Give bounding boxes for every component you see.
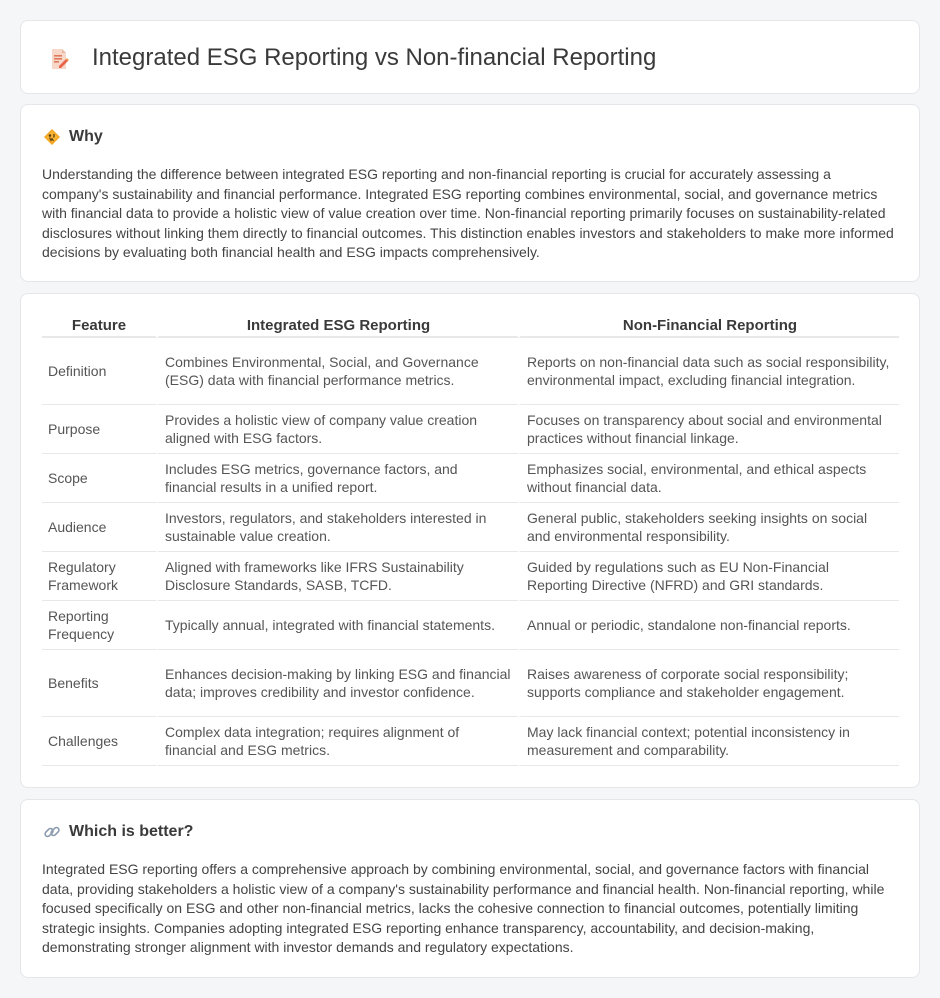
table-row: [42, 717, 899, 766]
row-nonfinancial: Emphasizes social, environmental, and ethical aspects without financial data.: [518, 454, 899, 503]
row-integrated: Aligned with frameworks like IFRS Sustainability Disclosure Standards, SASB, TCFD.: [156, 552, 518, 601]
table-row: [42, 454, 899, 503]
row-integrated: Provides a holistic view of company value creation aligned with ESG factors.: [156, 405, 518, 454]
table-row: [42, 601, 899, 650]
warning-sign-icon: [43, 128, 61, 146]
table-row: [42, 552, 899, 601]
page-title: Integrated ESG Reporting vs Non-financial Reporting: [92, 44, 657, 71]
comparison-table-card: [20, 293, 920, 788]
better-title: Which is better?: [69, 823, 194, 840]
row-nonfinancial: May lack financial context; potential inconsistency in measurement and comparability.: [518, 717, 899, 766]
row-nonfinancial: General public, stakeholders seeking insights on social and environmental responsibility.: [518, 503, 899, 552]
row-integrated: Typically annual, integrated with financial statements.: [156, 601, 518, 650]
row-feature: Regulatory Framework: [42, 552, 156, 601]
why-title: Why: [69, 128, 103, 145]
header-card: [20, 20, 920, 94]
row-integrated: Complex data integration; requires alignment of financial and ESG metrics.: [156, 717, 518, 766]
header-nonfinancial: Non-Financial Reporting: [518, 314, 899, 338]
comparison-table: [42, 314, 899, 766]
table-row: [42, 503, 899, 552]
row-nonfinancial: Raises awareness of corporate social responsibility; supports compliance and stakeholder engagement.: [518, 650, 899, 717]
row-nonfinancial: Focuses on transparency about social and environmental practices without financial linkage.: [518, 405, 899, 454]
header-integrated: Integrated ESG Reporting: [156, 314, 518, 338]
table-row: [42, 405, 899, 454]
header-feature: Feature: [42, 314, 156, 338]
which-better-section: [20, 799, 920, 978]
row-feature: Definition: [42, 338, 156, 405]
row-feature: Challenges: [42, 717, 156, 766]
document-edit-icon: [47, 47, 71, 71]
row-integrated: Combines Environmental, Social, and Governance (ESG) data with financial performance metrics.: [156, 338, 518, 405]
row-feature: Purpose: [42, 405, 156, 454]
table-header-row: [42, 314, 899, 338]
why-heading: [43, 127, 103, 147]
table-row: [42, 650, 899, 717]
link-icon: [43, 823, 61, 841]
why-section: [20, 104, 920, 282]
better-text: Integrated ESG reporting offers a comprehensive approach by combining environmental, social, and governance factors with financial data, providing stakeholders a holistic view of a company's sustainability performance and financial health. Non-financial reporting, while focused specifically on ESG and other non-financial metrics, lacks the cohesive connection to financial outcomes, potentially limiting strategic insights. Companies adopting integrated ESG reporting enhance transparency, accountability, and decision-making, demonstrating stronger alignment with investor demands and regulatory expectations.: [42, 861, 885, 956]
better-heading: [43, 822, 193, 842]
row-integrated: Enhances decision-making by linking ESG and financial data; improves credibility and investor confidence.: [156, 650, 518, 717]
table-row: [42, 338, 899, 405]
row-feature: Audience: [42, 503, 156, 552]
row-integrated: Includes ESG metrics, governance factors, and financial results in a unified report.: [156, 454, 518, 503]
row-nonfinancial: Guided by regulations such as EU Non-Financial Reporting Directive (NFRD) and GRI standards.: [518, 552, 899, 601]
row-feature: Reporting Frequency: [42, 601, 156, 650]
row-nonfinancial: Annual or periodic, standalone non-financial reports.: [518, 601, 899, 650]
row-integrated: Investors, regulators, and stakeholders interested in sustainable value creation.: [156, 503, 518, 552]
why-text: Understanding the difference between integrated ESG reporting and non-financial reporting is crucial for accurately assessing a company's sustainability and financial performance. Integrated ESG reporting combines environmental, social, and governance metrics with financial data to provide a holistic view of value creation over time. Non-financial reporting primarily focuses on sustainability-related disclosures without linking them directly to financial outcomes. This distinction enables investors and stakeholders to make more informed decisions by evaluating both financial health and ESG impacts comprehensively.: [42, 166, 894, 261]
row-nonfinancial: Reports on non-financial data such as social responsibility, environmental impact, excluding financial integration.: [518, 338, 899, 405]
row-feature: Scope: [42, 454, 156, 503]
row-feature: Benefits: [42, 650, 156, 717]
